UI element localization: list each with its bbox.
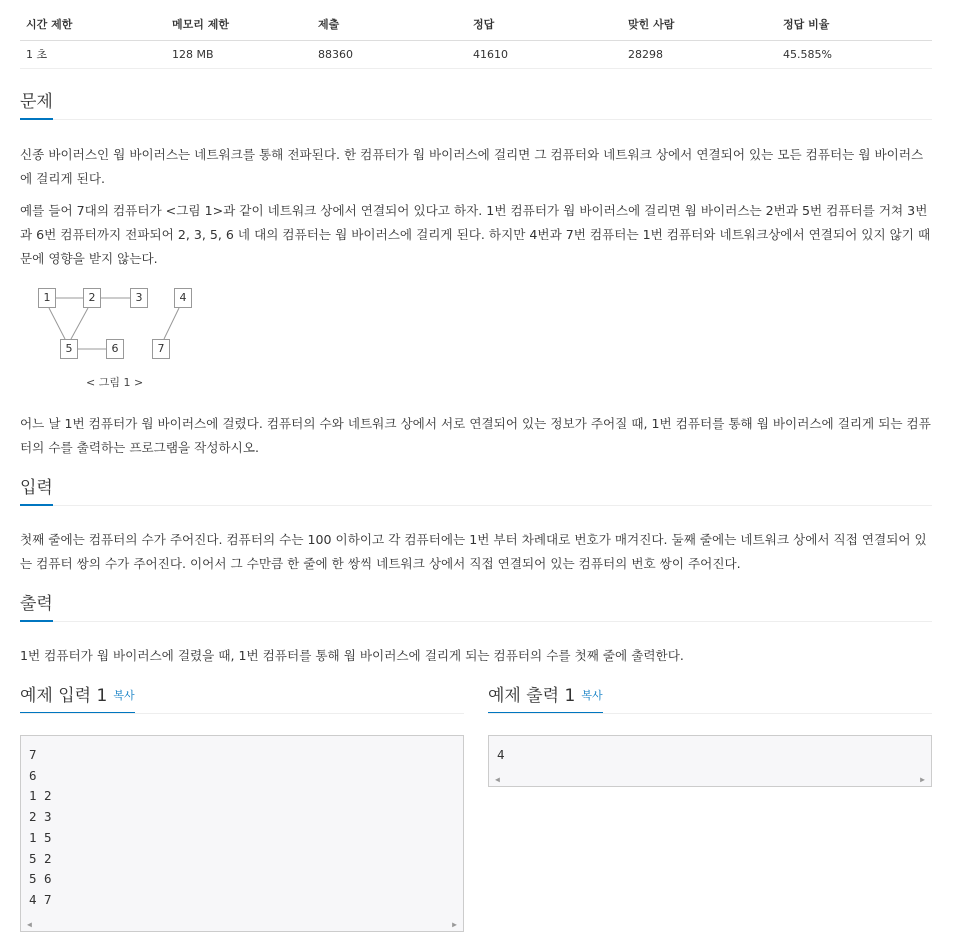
node-2: 2 (83, 288, 101, 308)
output-headline (20, 594, 932, 622)
stats-time-limit: 1 초 (20, 40, 166, 68)
output-section-header (20, 594, 932, 622)
sample-input-scrollbar[interactable] (21, 918, 463, 931)
input-section-header (20, 478, 932, 506)
sample-input-title-text: 예제 입력 1 (20, 686, 108, 706)
output-title: 출력 (20, 594, 53, 622)
figure-caption: < 그림 1 > (86, 376, 144, 389)
problem-paragraph-2: 예를 들어 7대의 컴퓨터가 <그림 1>과 같이 네트워크 상에서 연결되어 있다고 하자. 1번 컴퓨터가 웜 바이러스에 걸리면 웜 바이러스는 2번과 5번 컴퓨터를 거쳐 3번과 6번 컴퓨터까지 전파되어 2, 3, 5, 6 네 대의 컴퓨터는 웜 바이러스에 걸리게 된다. 하지만 4번과 7번 컴퓨터는 1번 컴퓨터와 네트워크상에서 연결되어 있지 않기 때문에 영향을 받지 않는다. (20, 203, 931, 266)
scroll-left-icon[interactable]: ◀ (27, 920, 32, 929)
input-description: 첫째 줄에는 컴퓨터의 수가 주어진다. 컴퓨터의 수는 100 이하이고 각 컴퓨터에는 1번 부터 차례대로 번호가 매겨진다. 둘째 줄에는 네트워크 상에서 직접 연결되어 있는 컴퓨터 쌍의 수가 주어진다. 이어서 그 수만큼 한 줄에 한 쌍씩 네트워크 상에서 직접 연결되어 있는 컴퓨터의 번호 쌍이 주어진다. (20, 532, 927, 571)
stats-header-solvers: 맞힌 사람 (622, 8, 777, 40)
stats-header-time-limit: 시간 제한 (20, 8, 166, 40)
node-5: 5 (60, 339, 78, 359)
scroll-right-icon[interactable]: ▶ (920, 775, 925, 784)
input-headline (20, 478, 932, 506)
stats-accepted: 41610 (467, 40, 622, 68)
node-1: 1 (38, 288, 56, 308)
scroll-left-icon[interactable]: ◀ (495, 775, 500, 784)
edge-2-5 (71, 308, 88, 339)
sample-output-copy-button[interactable]: 복사 (581, 689, 603, 702)
stats-submissions: 88360 (312, 40, 467, 68)
stats-value-row (20, 40, 932, 68)
stats-header-row (20, 8, 932, 40)
sample-input-box (20, 735, 464, 932)
sample-output-scrollbar[interactable] (489, 773, 931, 786)
problem-title: 문제 (20, 92, 53, 120)
sample-output-content: 4 (497, 747, 505, 762)
node-3: 3 (130, 288, 148, 308)
scroll-right-icon[interactable]: ▶ (452, 920, 457, 929)
stats-ratio: 45.585% (777, 40, 932, 68)
problem-stats-table (20, 8, 932, 69)
stats-header-memory-limit: 메모리 제한 (166, 8, 312, 40)
sample-input-headline (20, 686, 464, 714)
edge-4-7 (164, 308, 179, 339)
edge-1-5 (49, 308, 65, 339)
stats-header-ratio: 정답 비율 (777, 8, 932, 40)
output-description: 1번 컴퓨터가 웜 바이러스에 걸렸을 때, 1번 컴퓨터를 통해 웜 바이러스에 걸리게 되는 컴퓨터의 수를 첫째 줄에 출력한다. (20, 648, 684, 663)
input-title: 입력 (20, 478, 53, 506)
problem-headline (20, 92, 932, 120)
sample-output-headline (488, 686, 932, 714)
network-figure (34, 285, 204, 393)
sample-input-content: 7 6 1 2 2 3 1 5 5 2 5 6 4 7 (29, 747, 52, 907)
sample-output-title (488, 686, 603, 713)
stats-solvers: 28298 (622, 40, 777, 68)
sample-input-title (20, 686, 135, 713)
problem-paragraph-3: 어느 날 1번 컴퓨터가 웜 바이러스에 걸렸다. 컴퓨터의 수와 네트워크 상에서 서로 연결되어 있는 정보가 주어질 때, 1번 컴퓨터를 통해 웜 바이러스에 걸리게 되는 컴퓨터의 수를 출력하는 프로그램을 작성하시오. (20, 416, 931, 455)
stats-header-submissions: 제출 (312, 8, 467, 40)
sample-output-box (488, 735, 932, 787)
sample-output-title-text: 예제 출력 1 (488, 686, 576, 706)
sample-output-header (488, 686, 932, 714)
stats-header-accepted: 정답 (467, 8, 622, 40)
node-6: 6 (106, 339, 124, 359)
node-4: 4 (174, 288, 192, 308)
node-7: 7 (152, 339, 170, 359)
sample-input-header (20, 686, 464, 714)
problem-paragraph-1: 신종 바이러스인 웜 바이러스는 네트워크를 통해 전파된다. 한 컴퓨터가 웜 바이러스에 걸리면 그 컴퓨터와 네트워크 상에서 연결되어 있는 모든 컴퓨터는 웜 바이러스에 걸리게 된다. (20, 147, 924, 186)
stats-memory-limit: 128 MB (166, 40, 312, 68)
problem-section-header (20, 92, 932, 120)
sample-input-copy-button[interactable]: 복사 (113, 689, 135, 702)
